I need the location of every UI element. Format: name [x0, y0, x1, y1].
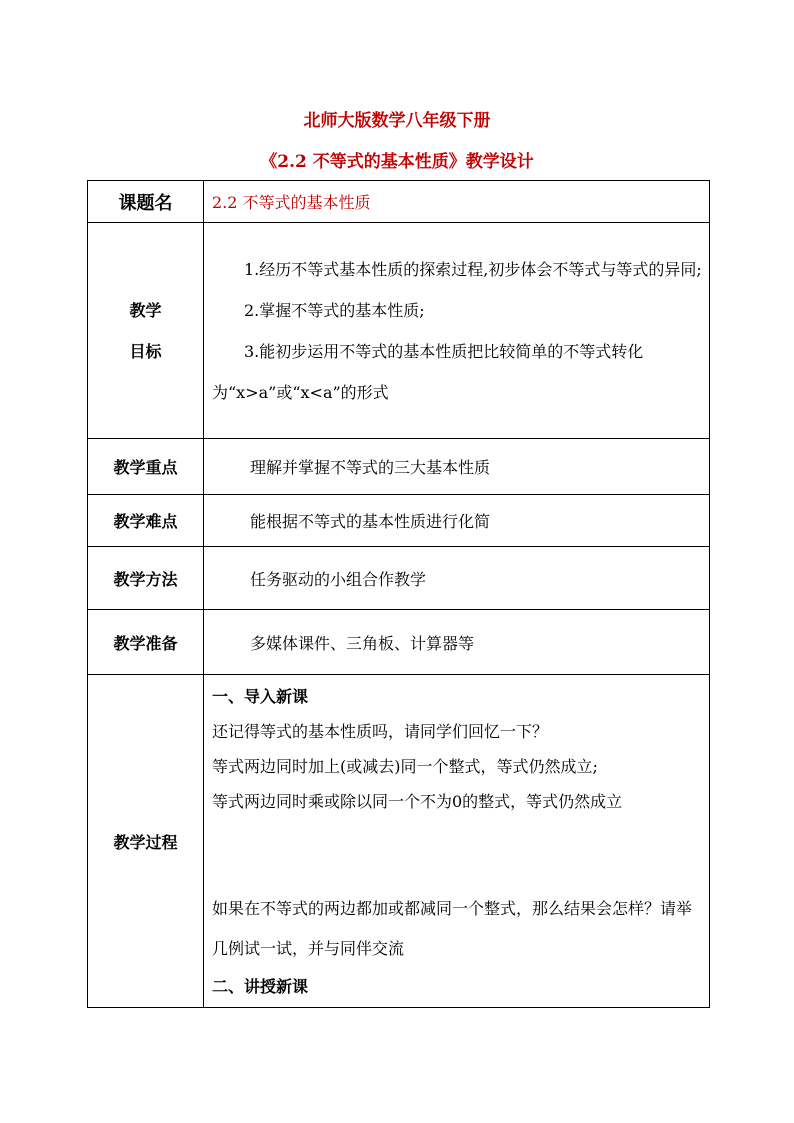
doc-title: 北师大版数学八年级下册	[303, 111, 491, 131]
key-label: 教学重点	[88, 439, 204, 495]
table-row	[88, 610, 710, 675]
process-paragraph: 还记得等式的基本性质吗，请同学们回忆一下？	[212, 722, 549, 741]
table-row	[88, 439, 710, 495]
goal-item: 1.经历不等式基本性质的探索过程,初步体会不等式与等式的异同;	[244, 259, 702, 279]
process-paragraph: 如果在不等式的两边都加或都减同一个整式，那么结果会怎样？请举几例试一试，并与同伴交流	[212, 899, 693, 958]
doc-subtitle: 《2.2 不等式的基本性质》教学设计	[260, 152, 534, 172]
goals-content	[204, 223, 710, 439]
table-row	[88, 223, 710, 439]
process-content	[204, 675, 710, 1008]
spacer	[212, 819, 703, 889]
prep-label: 教学准备	[88, 610, 204, 675]
table-row	[88, 547, 710, 610]
key-value: 理解并掌握不等式的三大基本性质	[204, 439, 710, 495]
difficulty-label: 教学难点	[88, 495, 204, 547]
goal-item: 2.掌握不等式的基本性质;	[244, 300, 425, 320]
lesson-plan-table	[87, 180, 710, 1008]
goals-label	[88, 223, 204, 439]
topic-label: 课题名	[88, 181, 204, 223]
table-row	[88, 495, 710, 547]
table-row	[88, 181, 710, 223]
method-value: 任务驱动的小组合作教学	[204, 547, 710, 610]
goals-label-line1: 教学	[129, 300, 162, 320]
method-label: 教学方法	[88, 547, 204, 610]
section-heading: 一、导入新课	[212, 687, 309, 706]
process-label: 教学过程	[88, 675, 204, 1008]
process-paragraph: 等式两边同时加上(或减去)同一个整式，等式仍然成立;	[212, 757, 598, 776]
topic-value: 2.2 不等式的基本性质	[204, 181, 710, 223]
section-heading: 二、讲授新课	[212, 977, 309, 996]
process-paragraph: 等式两边同时乘或除以同一个不为0的整式，等式仍然成立	[212, 792, 623, 811]
goal-item: 3.能初步运用不等式的基本性质把比较简单的不等式转化为“x>a”或“x<a”的形式	[212, 341, 644, 402]
prep-value: 多媒体课件、三角板、计算器等	[204, 610, 710, 675]
difficulty-value: 能根据不等式的基本性质进行化简	[204, 495, 710, 547]
goals-label-line2: 目标	[129, 341, 162, 361]
table-row	[88, 675, 710, 1008]
